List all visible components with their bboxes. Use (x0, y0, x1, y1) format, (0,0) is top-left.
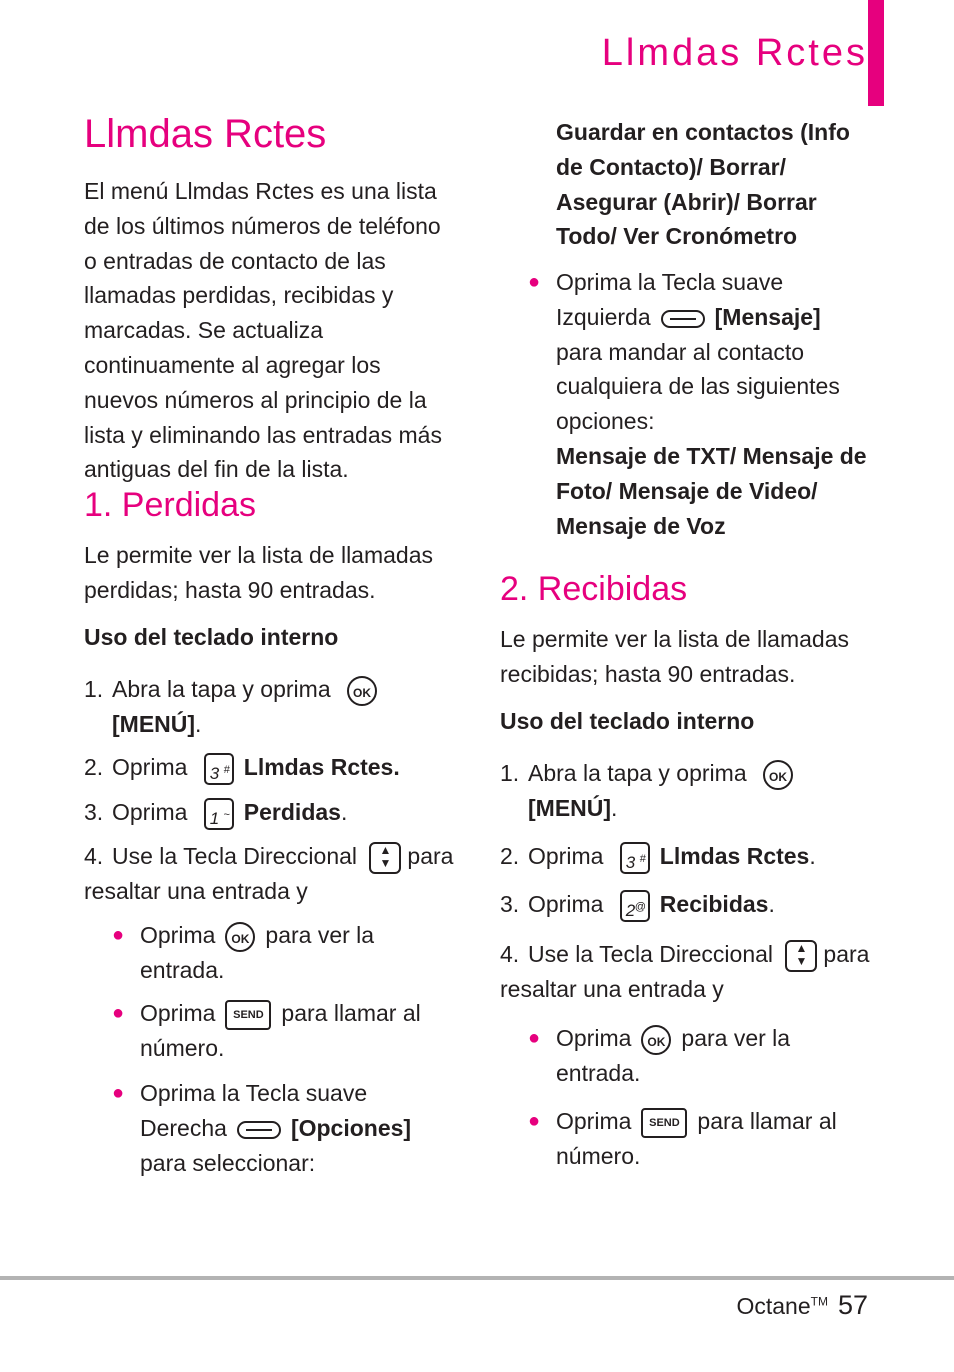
bullet-view (112, 918, 442, 988)
bullet-icon: ● (112, 1002, 125, 1024)
chapter-tab-marker (868, 0, 884, 106)
section-title-perdidas: 1. Perdidas (84, 486, 256, 524)
step-text: Oprima (528, 843, 604, 869)
step-text: Use la Tecla Direccional (528, 941, 774, 967)
step-number: 4. (84, 843, 104, 869)
step-number: 2. (84, 754, 104, 780)
footer-rule (0, 1276, 954, 1280)
key-2-icon: 2 @ (620, 890, 650, 922)
section-desc-perdidas: Le permite ver la lista de llamadas perdidas; hasta 90 entradas. (84, 542, 433, 603)
ok-key-icon: OK (763, 760, 793, 790)
step-4 (84, 839, 464, 909)
bullet-icon: ● (112, 924, 125, 946)
trademark: TM (810, 1294, 828, 1309)
step-text: Abra la tapa y oprima (528, 760, 747, 786)
bullet-icon: ● (112, 1082, 125, 1104)
step-1 (500, 756, 880, 826)
bullet-text: para llamar al número. (556, 1108, 837, 1169)
page-number: 57 (837, 1290, 868, 1320)
bullet-text: para seleccionar: (140, 1149, 316, 1176)
key-1-icon: 1 ~ (204, 798, 234, 830)
nav-key-icon: ▲ ▼ (369, 842, 401, 874)
page-title: Llmdas Rctes (84, 112, 327, 156)
bullet-text: para ver la entrada. (556, 1025, 791, 1086)
bullet-text: Oprima la Tecla suave Izquierda (556, 269, 784, 330)
punct: . (768, 891, 775, 917)
step-text: Oprima (528, 891, 604, 917)
brand-name: Octane (736, 1293, 811, 1319)
sub-heading-recibidas: Uso del teclado interno (500, 708, 755, 734)
bullet-text: Oprima (556, 1025, 632, 1051)
step-text-cont: para resaltar una entrada y (500, 941, 870, 1002)
nav-key-icon: ▲ ▼ (785, 940, 817, 972)
bullet-icon: ● (528, 271, 541, 293)
step-2 (500, 839, 880, 874)
running-header: Llmdas Rctes (601, 32, 868, 74)
step-text: Oprima (112, 754, 188, 780)
intro-paragraph: El menú Llmdas Rctes es una lista de los últimos números de teléfono o entradas de contacto de las llamadas perdidas, recibidas y marcadas. Se actualiza continuamente al agregar los nuevos números al principio de la lista y eliminando las entradas más antiguas del fin de la lista. (84, 178, 442, 483)
options-list: Guardar en contactos (Info de Contacto)/ Borrar/ Asegurar (Abrir)/ Borrar Todo/ Ver Cronómetro (556, 119, 850, 250)
punct: . (611, 794, 618, 821)
sub-heading-perdidas: Uso del teclado interno (84, 624, 339, 650)
message-options: Mensaje de TXT/ Mensaje de Foto/ Mensaje de Video/ Mensaje de Voz (556, 442, 867, 539)
step-text: Abra la tapa y oprima (112, 676, 331, 702)
punct: . (340, 799, 348, 825)
send-key-icon: SEND (225, 1000, 271, 1030)
bullet-text: Oprima (140, 922, 216, 948)
bullet-text: Oprima (556, 1108, 632, 1134)
step-number: 4. (500, 941, 520, 967)
step-number: 3. (84, 799, 104, 825)
bullet-text: para mandar al contacto cualquiera de las siguientes opciones: (556, 338, 840, 435)
step-text: Use la Tecla Direccional (112, 843, 358, 869)
menu-item-label: Recibidas (659, 891, 769, 917)
bullet-message (528, 265, 868, 543)
bullet-icon: ● (528, 1110, 541, 1132)
step-3 (84, 795, 464, 830)
step-number: 1. (500, 760, 520, 786)
bullet-text: Oprima la Tecla suave Derecha (140, 1080, 368, 1141)
page-footer (736, 1290, 868, 1321)
step-text-cont: para resaltar una entrada y (84, 843, 454, 904)
step-4 (500, 937, 880, 1007)
ok-key-icon: OK (225, 922, 255, 952)
step-number: 2. (500, 843, 520, 869)
step-1 (84, 672, 464, 742)
key-3-icon: 3 # (204, 753, 234, 785)
bullet-icon: ● (528, 1027, 541, 1049)
punct: . (809, 843, 816, 869)
options-label: [Opciones] (290, 1114, 412, 1141)
punct: . (195, 710, 202, 737)
bullet-view (528, 1021, 858, 1091)
step-2 (84, 750, 464, 785)
bullet-text: Oprima (140, 1000, 216, 1026)
section-title-recibidas: 2. Recibidas (500, 570, 688, 608)
bullet-text: para ver la entrada. (140, 922, 375, 983)
step-number: 1. (84, 676, 104, 702)
bullet-call (528, 1104, 858, 1174)
menu-item-label: Perdidas (243, 799, 341, 825)
left-soft-key-icon (661, 310, 705, 328)
message-label: [Mensaje] (714, 303, 821, 330)
menu-label: [MENÚ] (528, 794, 612, 821)
step-3 (500, 887, 880, 922)
right-soft-key-icon (237, 1121, 281, 1139)
menu-label: [MENÚ] (112, 710, 196, 737)
step-text: Oprima (112, 799, 188, 825)
bullet-options (112, 1076, 442, 1180)
ok-key-icon: OK (641, 1025, 671, 1055)
section-desc-recibidas: Le permite ver la lista de llamadas recibidas; hasta 90 entradas. (500, 626, 849, 687)
bullet-call (112, 996, 442, 1066)
bullet-text: para llamar al número. (140, 1000, 421, 1061)
key-3-icon: 3 # (620, 842, 650, 874)
menu-item-label: Llmdas Rctes (659, 843, 810, 869)
menu-item-label: Llmdas Rctes. (243, 754, 400, 780)
send-key-icon: SEND (641, 1108, 687, 1138)
ok-key-icon: OK (347, 676, 377, 706)
step-number: 3. (500, 891, 520, 917)
